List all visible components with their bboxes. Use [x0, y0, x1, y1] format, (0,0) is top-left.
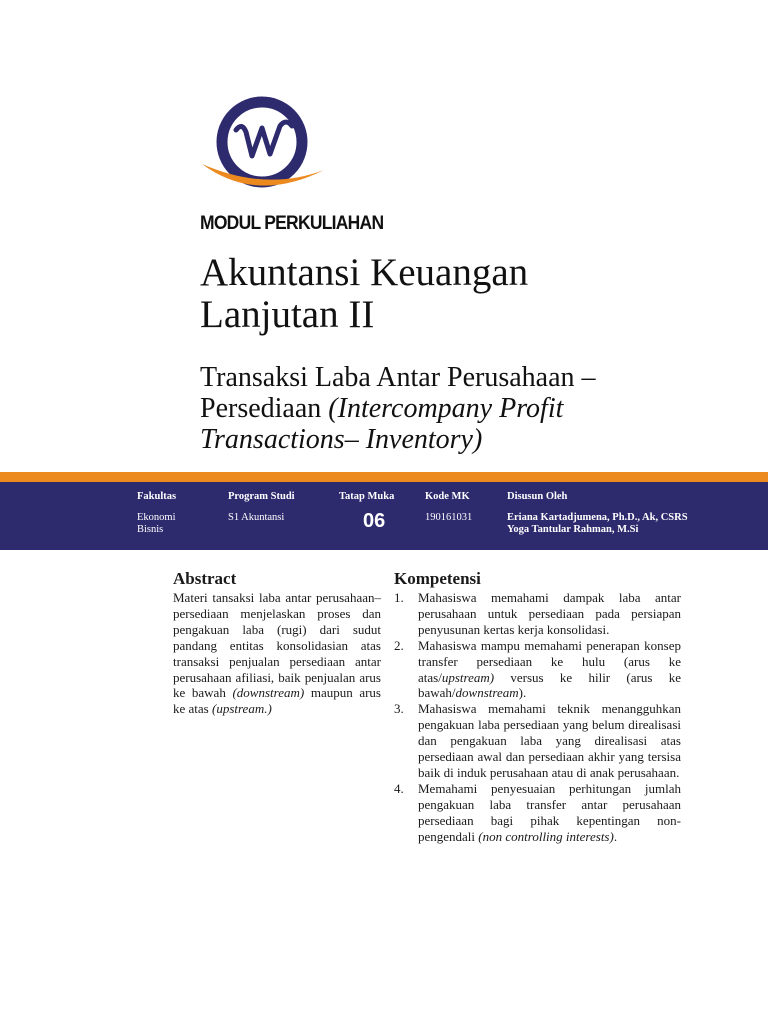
- page-title: [200, 252, 720, 336]
- abstract-text-part: Materi tansaksi laba antar perusahaan– persediaan menjelaskan proses dan pengakuan laba (rugi) dari sudut pandang entitas konsolidasian atas transaksi penjualan persediaan antar perusahaan afiliasi, baik penjualan arus ke bawah: [173, 590, 381, 701]
- fakultas-label: Fakultas: [137, 491, 177, 502]
- prodi-label: Program Studi: [228, 491, 295, 502]
- tatap-muka-value: 06: [363, 510, 386, 532]
- abstract-text: [173, 590, 381, 717]
- list-item: [394, 638, 681, 702]
- kompetensi-section: [394, 568, 681, 845]
- list-number: 1.: [394, 590, 404, 605]
- abstract-section: [173, 568, 381, 717]
- tatap-muka-label: Tatap Muka: [339, 491, 395, 502]
- list-item: [394, 590, 681, 638]
- university-logo: [196, 92, 332, 204]
- subtitle-line: [200, 393, 720, 424]
- list-italic: upstream): [441, 669, 495, 685]
- course-info-band: [0, 482, 768, 550]
- subtitle-text: Persediaan: [200, 393, 322, 424]
- abstract-italic: (upstream.): [211, 701, 272, 717]
- list-text: Mahasiswa mampu memahami penerapan konsep transfer persediaan ke hulu (arus ke atas/: [418, 637, 681, 685]
- list-text: Mahasiswa memahami teknik menangguhkan pengakuan laba persediaan yang belum direalisasi dan pengakuan laba yang direalisasi atas persediaan awal dan persediaan akhir yang tersisa baik di induk perusahaan atau di anak perusahaan.: [418, 701, 681, 780]
- page-subtitle: [200, 362, 720, 455]
- list-item: [394, 781, 681, 845]
- kode-mk-label: Kode MK: [425, 491, 470, 502]
- kompetensi-heading: Kompetensi: [394, 569, 481, 588]
- module-label: MODUL PERKULIAHAN: [200, 213, 384, 234]
- list-text: versus ke hilir (arus ke bawah/: [418, 669, 681, 701]
- list-text: Mahasiswa memahami dampak laba antar perusahaan untuk persediaan pada persiapan penyusunan kertas kerja konsolidasi.: [418, 590, 681, 637]
- abstract-heading: Abstract: [173, 569, 237, 588]
- subtitle-line: [200, 424, 720, 455]
- title-line: Akuntansi Keuangan: [200, 251, 529, 294]
- prodi-value: S1 Akuntansi: [228, 512, 285, 523]
- list-text: ).: [518, 685, 527, 701]
- list-text: Memahami penyesuaian perhitungan jumlah pengakuan laba transfer antar perusahaan persediaan bagi pihak kepentingan non-pengendali: [418, 780, 681, 844]
- author-name: Yoga Tantular Rahman, M.Si: [507, 524, 639, 535]
- authors: [507, 512, 688, 536]
- list-text: .: [613, 828, 618, 844]
- subtitle-italic: (Intercompany Profit: [328, 393, 564, 424]
- title-line: Lanjutan II: [200, 293, 375, 336]
- fakultas-value-line: Bisnis: [137, 524, 164, 535]
- subtitle-italic: Transactions– Inventory): [200, 424, 483, 455]
- list-italic: (non controlling interests): [478, 828, 614, 844]
- abstract-text-part: maupun arus ke atas: [173, 685, 381, 717]
- kode-mk-value: 190161031: [425, 512, 473, 523]
- list-item: [394, 701, 681, 781]
- author-name: Eriana Kartadjumena, Ph.D., Ak, CSRS: [507, 512, 688, 523]
- accent-divider: [0, 472, 768, 482]
- list-number: 3.: [394, 701, 404, 717]
- kompetensi-list: [394, 590, 681, 845]
- list-italic: downstream: [455, 685, 519, 701]
- disusun-label: Disusun Oleh: [507, 491, 568, 502]
- list-number: 4.: [394, 780, 404, 796]
- list-number: 2.: [394, 637, 404, 653]
- fakultas-value-line: Ekonomi: [137, 512, 176, 523]
- fakultas-value: [137, 512, 176, 536]
- abstract-italic: (downstream): [232, 685, 305, 701]
- subtitle-line: Transaksi Laba Antar Perusahaan –: [200, 362, 596, 393]
